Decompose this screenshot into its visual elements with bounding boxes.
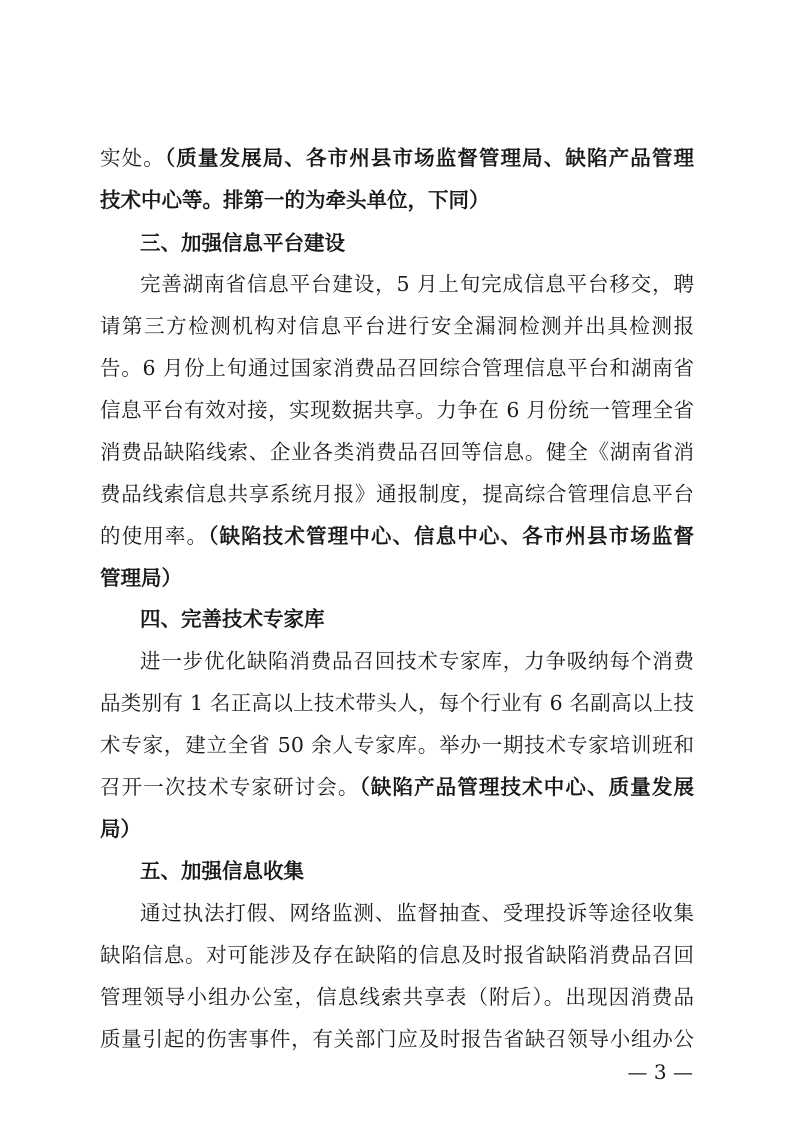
responsible-units-text: （缺陷技术管理中心、信息中心、各市州县市场监督 bbox=[208, 524, 695, 548]
responsible-units-text: （缺陷产品管理技术中心、质量发展 bbox=[359, 775, 695, 799]
paragraph-line bbox=[100, 143, 694, 173]
body-text: 的使用率。 bbox=[100, 524, 209, 548]
paragraph-line: 管理领导小组办公室，信息线索共享表（附后）。出现因消费品 bbox=[100, 985, 694, 1009]
paragraph-line: 告。6 月份上旬通过国家消费品召回综合管理信息平台和湖南省 bbox=[100, 356, 694, 380]
responsible-units-text: 局） bbox=[100, 817, 141, 841]
paragraph-line: 通过执法打假、网络监测、监督抽查、受理投诉等途径收集 bbox=[140, 901, 694, 925]
paragraph-line: 完善湖南省信息平台建设，5 月上旬完成信息平台移交，聘 bbox=[140, 272, 694, 296]
section-heading-3: 三、加强信息平台建设 bbox=[140, 231, 345, 255]
paragraph-line bbox=[100, 521, 694, 551]
responsible-units-text: （质量发展局、各市州县市场监督管理局、缺陷产品管理 bbox=[164, 146, 695, 170]
paragraph-line: 进一步优化缺陷消费品召回技术专家库，力争吸纳每个消费 bbox=[140, 649, 694, 673]
paragraph-line: 消费品缺陷线索、企业各类消费品召回等信息。健全《湖南省消 bbox=[100, 440, 694, 464]
paragraph-line: 费品线索信息共享系统月报》通报制度，提高综合管理信息平台 bbox=[100, 482, 694, 506]
paragraph-line: 信息平台有效对接，实现数据共享。力争在 6 月份统一管理全省 bbox=[100, 398, 694, 422]
paragraph-line: 缺陷信息。对可能涉及存在缺陷的信息及时报省缺陷消费品召回 bbox=[100, 943, 694, 967]
body-text: 实处。 bbox=[100, 146, 165, 170]
body-text: 召开一次技术专家研讨会。 bbox=[100, 775, 360, 799]
section-heading-4: 四、完善技术专家库 bbox=[140, 607, 325, 631]
paragraph-line bbox=[100, 772, 694, 802]
page-number: — 3 — bbox=[627, 1060, 693, 1084]
responsible-units-text: 管理局） bbox=[100, 566, 182, 590]
section-heading-5: 五、加强信息收集 bbox=[140, 859, 304, 883]
responsible-units-text: 技术中心等。排第一的为牵头单位，下同） bbox=[100, 188, 490, 212]
paragraph-line: 请第三方检测机构对信息平台进行安全漏洞检测并出具检测报 bbox=[100, 314, 694, 338]
paragraph-line: 术专家，建立全省 50 余人专家库。举办一期技术专家培训班和 bbox=[100, 733, 694, 757]
paragraph-line: 质量引起的伤害事件，有关部门应及时报告省缺召领导小组办公 bbox=[100, 1027, 694, 1051]
paragraph-line: 品类别有 1 名正高以上技术带头人，每个行业有 6 名副高以上技 bbox=[100, 691, 694, 715]
